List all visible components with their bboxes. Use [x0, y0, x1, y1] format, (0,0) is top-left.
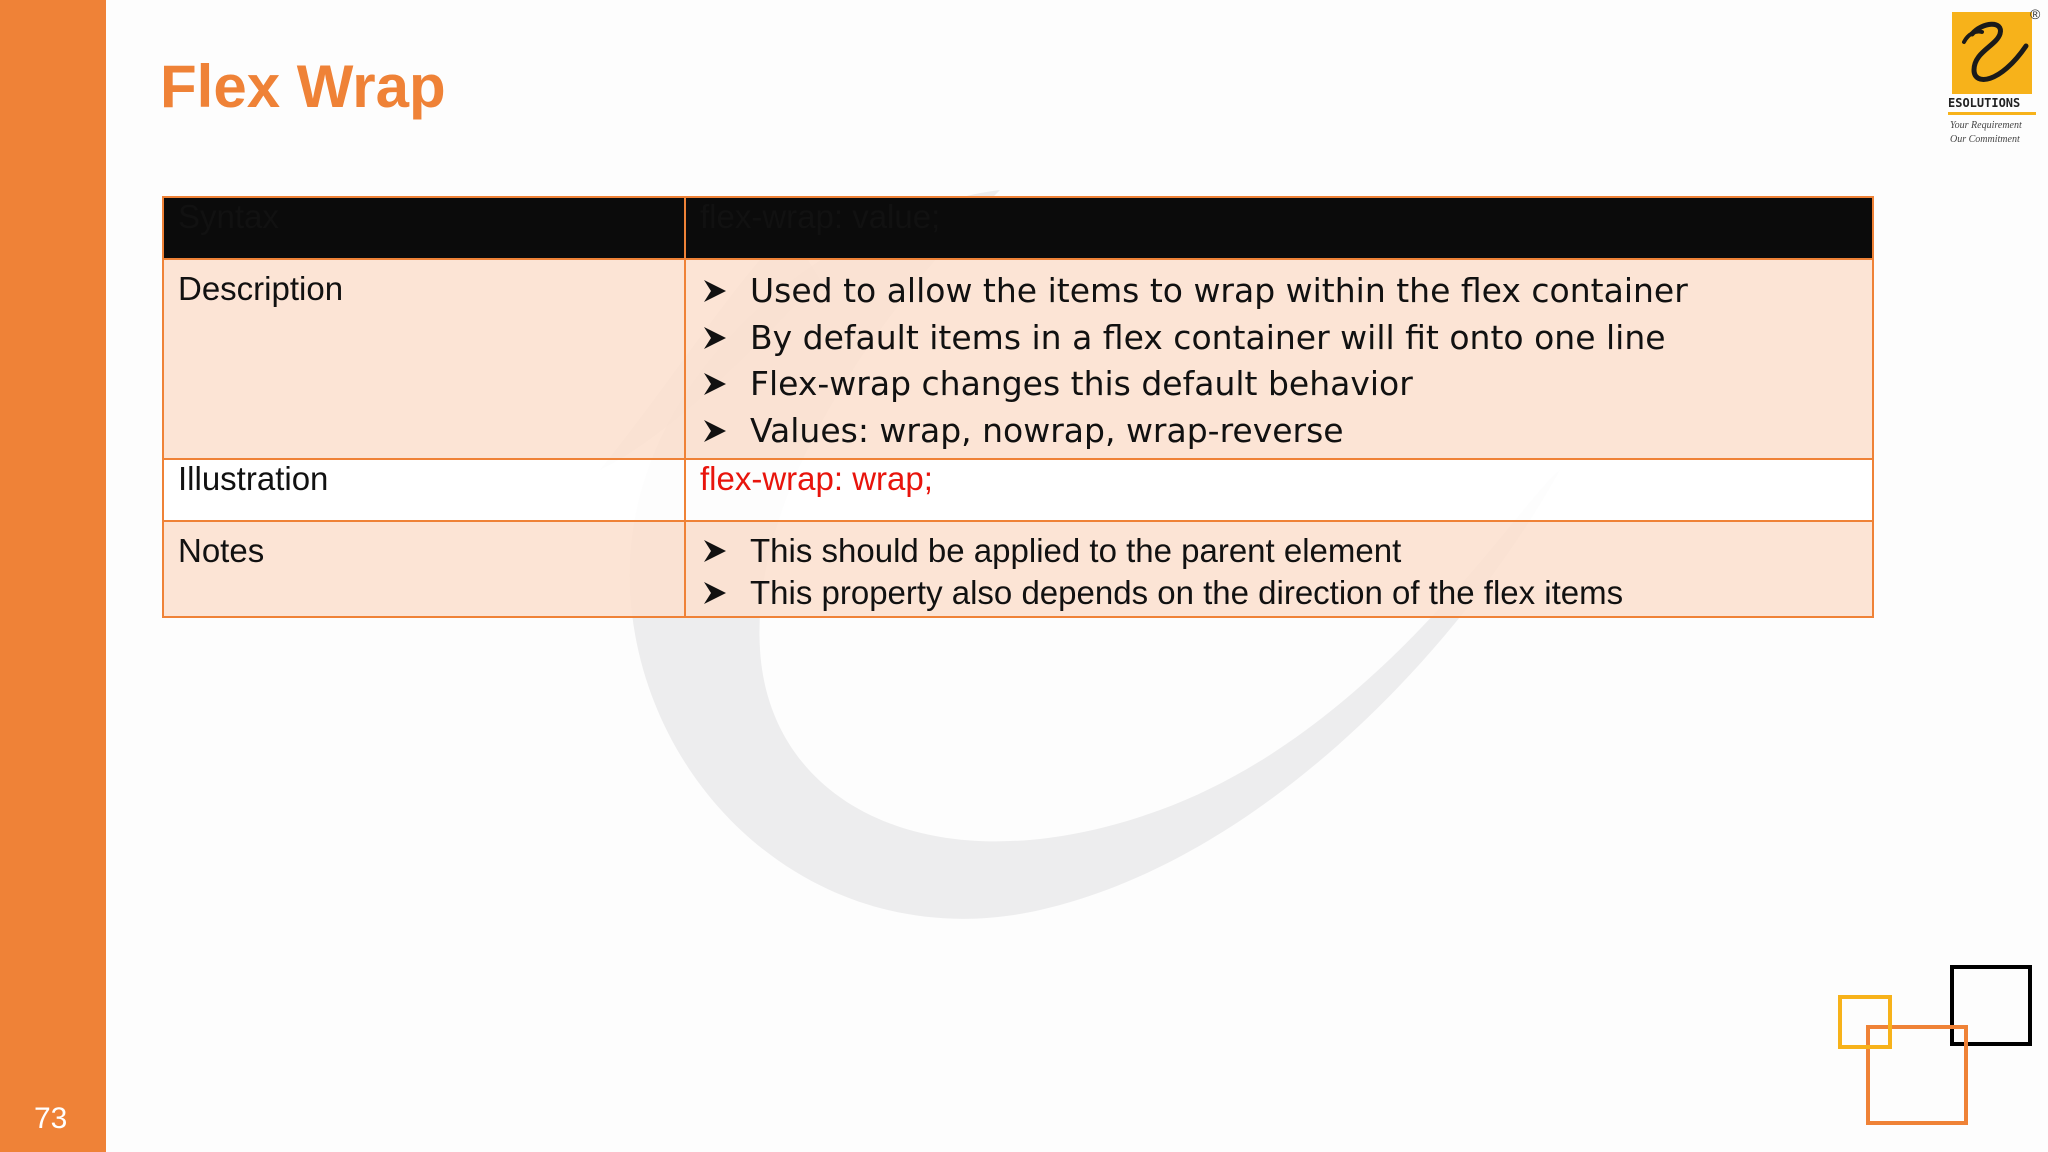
- description-label-cell: [163, 259, 685, 459]
- notes-item: [700, 530, 1858, 572]
- description-item-text: Values: wrap, nowrap, wrap-reverse: [750, 410, 1344, 450]
- registered-mark: ®: [2030, 6, 2041, 22]
- notes-item: [700, 572, 1858, 614]
- side-accent-bar: [0, 0, 106, 1152]
- description-item-text: Flex-wrap changes this default behavior: [750, 364, 1413, 403]
- notes-label-cell: [163, 521, 685, 617]
- table-row-description: [163, 259, 1873, 459]
- arrowhead-bullet-icon: [702, 580, 728, 606]
- description-value-cell: [685, 259, 1873, 459]
- description-item: [700, 408, 1858, 455]
- arrowhead-bullet-icon: [702, 325, 728, 351]
- property-table: [162, 196, 1874, 618]
- table-row-illustration: [163, 459, 1873, 521]
- description-label: Description: [178, 270, 344, 307]
- description-list: [700, 260, 1858, 454]
- slide-title: Flex Wrap: [160, 53, 446, 120]
- syntax-label: Syntax: [178, 198, 279, 235]
- notes-label: Notes: [178, 532, 265, 569]
- logo-tagline-line-1: Your Requirement: [1950, 120, 2022, 131]
- description-item-text: Used to allow the items to wrap within the flex container: [750, 271, 1688, 310]
- notes-item-text: This property also depends on the direction of the flex items: [750, 574, 1624, 611]
- notes-value-cell: [685, 521, 1873, 617]
- decor-square-yellow: [1838, 995, 1892, 1049]
- illustration-value-cell: [685, 459, 1873, 521]
- notes-list: [700, 522, 1858, 614]
- esolutions-logo-icon: [1940, 6, 2048, 148]
- description-item: [700, 315, 1858, 362]
- notes-item-text: This should be applied to the parent element: [750, 532, 1402, 569]
- logo-brand-text: ESOLUTIONS: [1948, 96, 2021, 110]
- table-row-notes: [163, 521, 1873, 617]
- illustration-label: Illustration: [178, 460, 329, 497]
- syntax-label-cell: [163, 197, 685, 259]
- description-item: [700, 268, 1858, 315]
- page-number: 73: [34, 1102, 68, 1135]
- arrowhead-bullet-icon: [702, 371, 728, 397]
- script-e-glyph-icon: [1952, 12, 2032, 94]
- illustration-value: flex-wrap: wrap;: [700, 460, 933, 497]
- arrowhead-bullet-icon: [702, 278, 728, 304]
- illustration-label-cell: [163, 459, 685, 521]
- logo-mark: [1952, 12, 2032, 94]
- syntax-value-cell: [685, 197, 1873, 259]
- arrowhead-bullet-icon: [702, 538, 728, 564]
- logo-underline: [1948, 112, 2036, 115]
- description-item-text: By default items in a flex container will fit onto one line: [750, 317, 1666, 357]
- logo-tagline: [1950, 119, 2042, 147]
- logo-tagline-line-2: Our Commitment: [1950, 134, 2020, 145]
- table-row-syntax: [163, 197, 1873, 259]
- arrowhead-bullet-icon: [702, 418, 728, 444]
- syntax-value: flex-wrap: value;: [700, 198, 941, 235]
- description-item: [700, 361, 1858, 408]
